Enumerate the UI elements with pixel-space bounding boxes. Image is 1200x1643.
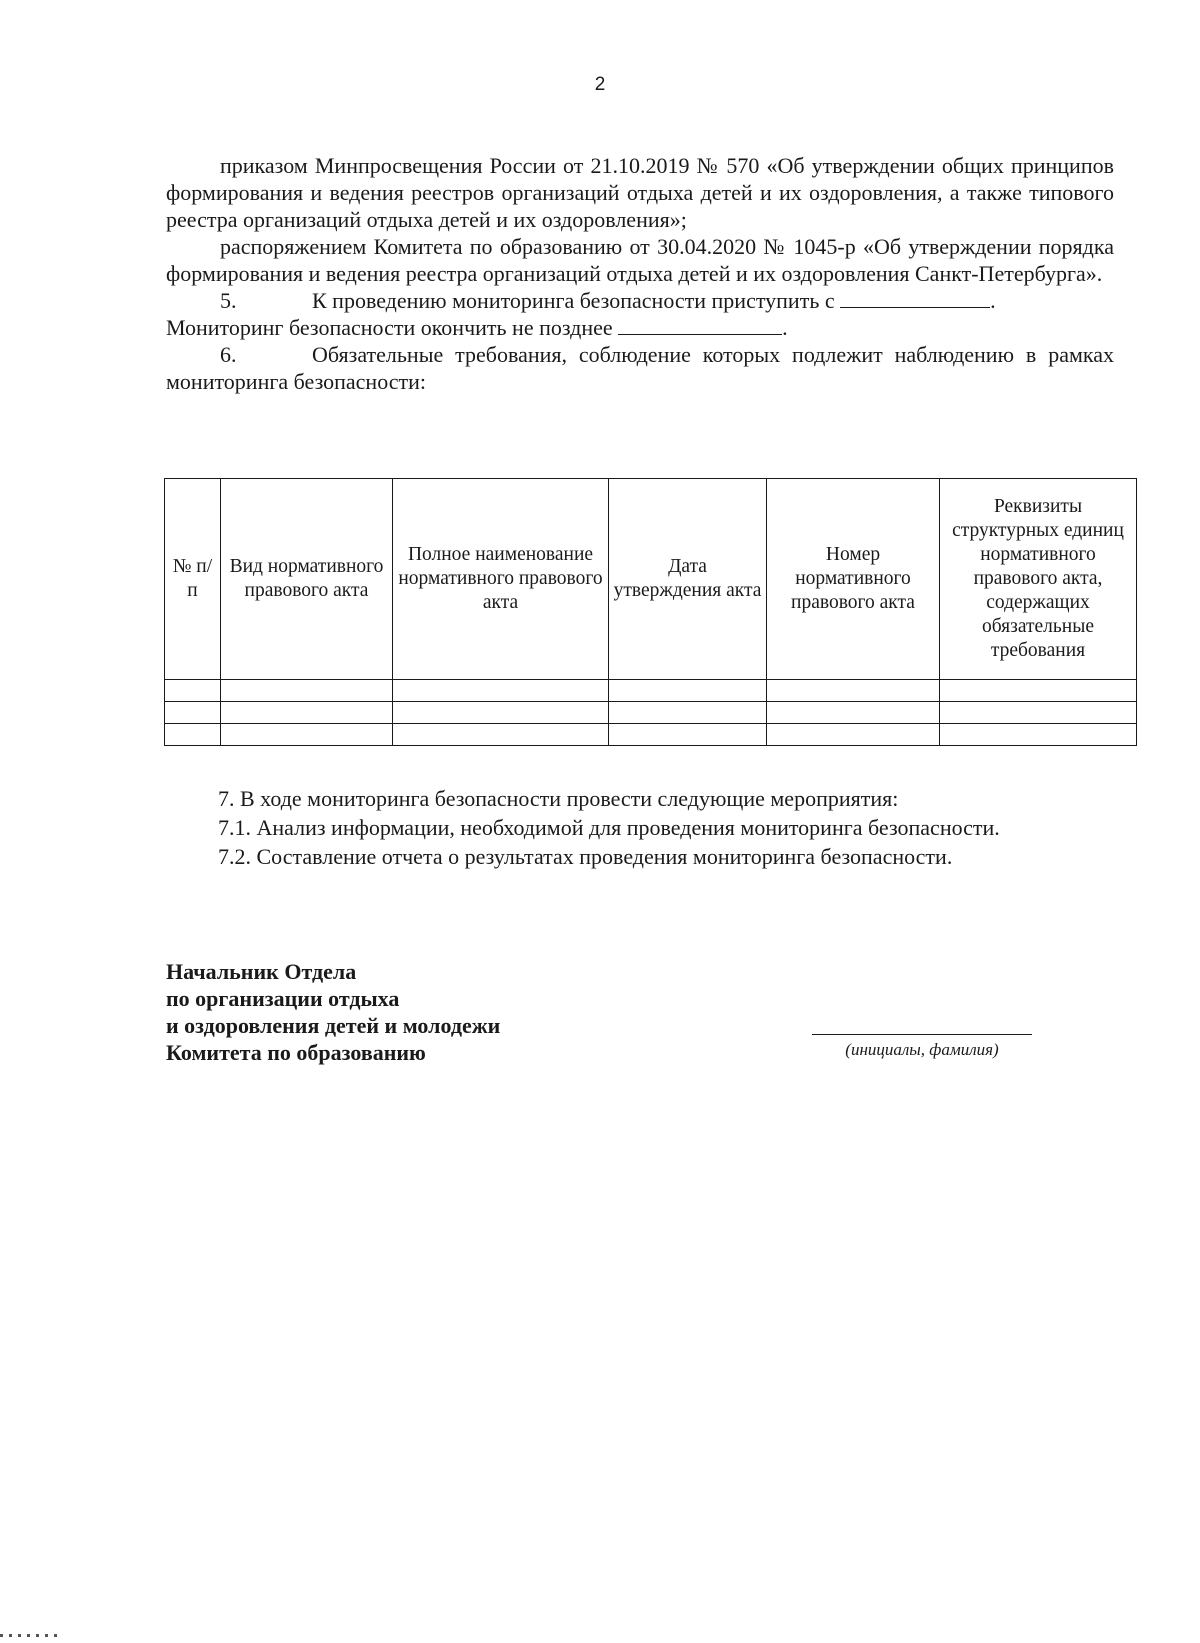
header-act-number: Номер нормативного правового акта [767, 479, 940, 680]
scan-artifact [0, 1634, 60, 1637]
table-cell [165, 680, 221, 702]
item-5-start-text: К проведению мониторинга безопасности приступить с [312, 288, 835, 313]
table-cell [393, 680, 609, 702]
paragraph-order-1045: распоряжением Комитета по образованию от 30.04.2020 № 1045-р «Об утверждении порядка формирования и ведения реестра организаций отдыха детей и их оздоровления Санкт-Петербурга». [166, 234, 1114, 286]
paragraph-item-6 [166, 341, 1114, 395]
start-date-blank [840, 287, 990, 308]
table-cell [221, 724, 393, 746]
signatory-line: по организации отдыха [166, 986, 400, 1011]
end-date-blank [618, 314, 782, 335]
tasks-list [218, 784, 1118, 871]
header-act-full-name: Полное наименование нормативного правового акта [393, 479, 609, 680]
table-cell [767, 724, 940, 746]
table-cell [940, 680, 1137, 702]
paragraph-item-5: 5. К проведению мониторинга безопасности приступить с . [220, 288, 996, 313]
signatory-line: Комитета по образованию [166, 1040, 426, 1065]
signatory-title [166, 958, 500, 1066]
item-5-end-text: Мониторинг безопасности окончить не позднее [166, 315, 613, 340]
item-6-number: 6. [220, 342, 237, 367]
table-cell [393, 724, 609, 746]
table-cell [221, 702, 393, 724]
table-cell [609, 702, 767, 724]
table-cell [609, 680, 767, 702]
item-6-text: Обязательные требования, соблюдение которых подлежит наблюдению в рамках мониторинга безопасности: [166, 342, 1114, 394]
requirements-table [164, 478, 1137, 746]
table-cell [165, 724, 221, 746]
item-5-number: 5. [220, 288, 237, 313]
paragraph-item-5-end: Мониторинг безопасности окончить не позднее . [166, 315, 788, 340]
header-act-type: Вид нормативного правового акта [221, 479, 393, 680]
table-row [165, 724, 1137, 746]
signatory-line: Начальник Отдела [166, 959, 357, 984]
page-number: 2 [594, 74, 606, 95]
signature-line [812, 1034, 1032, 1035]
table-row [165, 702, 1137, 724]
table-row [165, 680, 1137, 702]
table-cell [940, 724, 1137, 746]
header-act-requisites: Реквизиты структурных единиц нормативного правового акта, содержащих обязательные требования [940, 479, 1137, 680]
table-cell [940, 702, 1137, 724]
table-header-row [165, 479, 1137, 680]
task-item: 7.1. Анализ информации, необходимой для проведения мониторинга безопасности. [218, 815, 1000, 840]
table-cell [165, 702, 221, 724]
signature-caption: (инициалы, фамилия) [845, 1040, 999, 1059]
table-cell [767, 680, 940, 702]
table-cell [609, 724, 767, 746]
table-cell [221, 680, 393, 702]
paragraph-order-570: приказом Минпросвещения России от 21.10.2019 № 570 «Об утверждении общих принципов формирования и ведения реестров организаций отдыха детей и их оздоровления, а также типового реестра организаций отдыха детей и их оздоровления»; [166, 153, 1114, 232]
header-act-date: Дата утверждения акта [609, 479, 767, 680]
header-number: № п/п [165, 479, 221, 680]
task-item: 7. В ходе мониторинга безопасности провести следующие мероприятия: [218, 786, 899, 811]
table-cell [767, 702, 940, 724]
document-body [166, 152, 1114, 395]
signatory-line: и оздоровления детей и молодежи [166, 1013, 501, 1038]
table-cell [393, 702, 609, 724]
task-item: 7.2. Составление отчета о результатах проведения мониторинга безопасности. [218, 844, 953, 869]
